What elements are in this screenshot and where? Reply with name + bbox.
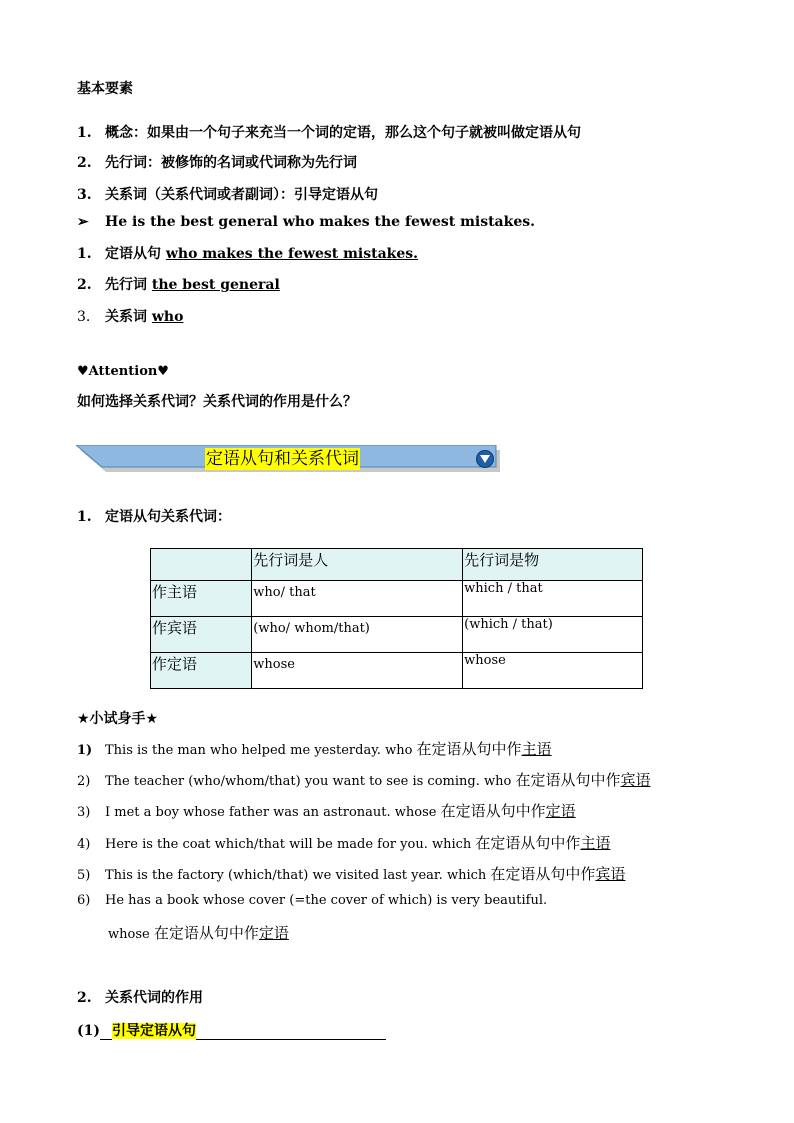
table-header-cell: 先行词是人 (252, 549, 463, 581)
practice-item (77, 738, 552, 759)
item-text: 关系词（关系代词或者副词）：引导定语从句 (105, 187, 378, 203)
item-number: 5) (77, 868, 91, 883)
practice-role: 在定语从句中作 (416, 740, 522, 758)
practice-sentence: This is the man who helped me yesterday. who (105, 743, 413, 758)
fill-in-line (77, 1020, 386, 1040)
antecedent-item (77, 152, 357, 172)
table-row (151, 581, 643, 617)
item-number: 1) (77, 743, 93, 758)
practice-sentence: The teacher (who/whom/that) you want to see is coming. who (105, 774, 512, 789)
table-cell: (which / that) (463, 617, 643, 653)
item-number: 6) (77, 893, 91, 908)
fill-answer: 引导定语从句 (112, 1023, 196, 1039)
section-banner[interactable] (76, 445, 502, 473)
item-number: 3. (77, 309, 91, 325)
row-label: 作主语 (151, 581, 252, 617)
analysis-label: 关系词 (105, 309, 147, 325)
section-title: 关系代词的作用 (105, 990, 203, 1006)
blank-underline (100, 1023, 112, 1040)
table-header-cell: 先行词是物 (463, 549, 643, 581)
practice-role: 在定语从句中作 (475, 834, 581, 852)
page-heading: 基本要素 (77, 81, 133, 97)
practice-item-continuation (108, 922, 289, 943)
table-cell: (who/ whom/that) (252, 617, 463, 653)
example-sentence (77, 214, 535, 230)
attention-question: 如何选择关系代词？关系代词的作用是什么？ (77, 394, 357, 410)
practice-item (77, 769, 651, 790)
practice-sentence: He has a book whose cover (=the cover of which) is very beautiful. (105, 893, 548, 908)
practice-answer: 宾语 (595, 865, 626, 883)
analysis-item (77, 243, 418, 263)
section-number: 1. (77, 509, 92, 525)
practice-role: 在定语从句中作 (515, 771, 621, 789)
item-number: 2. (77, 155, 92, 171)
fill-number: (1) (77, 1023, 100, 1039)
table-row (151, 617, 643, 653)
table-header-row (151, 549, 643, 581)
row-label: 作定语 (151, 653, 252, 689)
item-number: 2. (77, 277, 92, 293)
table-cell: which / that (463, 581, 643, 617)
practice-role: 在定语从句中作 (153, 924, 259, 942)
practice-answer: 定语 (545, 802, 576, 820)
analysis-value: the best general (151, 277, 280, 293)
blank-underline (196, 1023, 386, 1040)
analysis-label: 先行词 (105, 277, 147, 293)
arrow-bullet-icon: ➢ (77, 214, 89, 230)
practice-item (77, 893, 547, 908)
relative-pronoun-table (150, 548, 643, 689)
practice-answer: 主语 (580, 834, 611, 852)
chevron-down-circle-icon[interactable] (476, 450, 494, 468)
attention-title: ♥Attention♥ (77, 364, 169, 379)
practice-item (77, 832, 610, 853)
practice-title: ★小试身手★ (77, 711, 159, 727)
item-text: 先行词：被修饰的名词或代词称为先行词 (105, 155, 357, 171)
item-number: 4) (77, 837, 91, 852)
section-number: 2. (77, 990, 92, 1006)
analysis-item (77, 274, 280, 294)
practice-item (77, 863, 625, 884)
practice-answer: 主语 (521, 740, 552, 758)
practice-sentence: I met a boy whose father was an astronaut. whose (105, 805, 437, 820)
analysis-value: who makes the fewest mistakes. (165, 246, 419, 262)
item-number: 2) (77, 774, 91, 789)
item-number: 1. (77, 246, 92, 262)
table-cell: whose (463, 653, 643, 689)
practice-sentence: Here is the coat which/that will be made for you. which (105, 837, 472, 852)
example-text: He is the best general who makes the fewest mistakes. (105, 214, 535, 230)
practice-answer: 宾语 (620, 771, 651, 789)
row-label: 作宾语 (151, 617, 252, 653)
practice-item (77, 800, 576, 821)
table-row (151, 653, 643, 689)
analysis-value: who (151, 309, 184, 325)
practice-sentence: This is the factory (which/that) we visited last year. which (105, 868, 487, 883)
table-header-cell (151, 549, 252, 581)
item-number: 1. (77, 125, 92, 141)
table-cell: whose (252, 653, 463, 689)
section2-heading (77, 987, 203, 1007)
section1-heading (77, 506, 231, 526)
practice-sentence: whose (108, 927, 150, 942)
banner-title: 定语从句和关系代词 (206, 449, 359, 469)
item-text: 概念：如果由一个句子来充当一个词的定语，那么这个句子就被叫做定语从句 (105, 125, 581, 141)
concept-item (77, 122, 581, 142)
section-title: 定语从句关系代词： (105, 509, 231, 525)
item-number: 3. (77, 187, 92, 203)
item-number: 3) (77, 805, 91, 820)
practice-role: 在定语从句中作 (490, 865, 596, 883)
relative-word-item (77, 184, 378, 204)
practice-role: 在定语从句中作 (440, 802, 546, 820)
practice-answer: 定语 (258, 924, 289, 942)
table-cell: who/ that (252, 581, 463, 617)
analysis-label: 定语从句 (105, 246, 161, 262)
analysis-item (77, 306, 183, 326)
